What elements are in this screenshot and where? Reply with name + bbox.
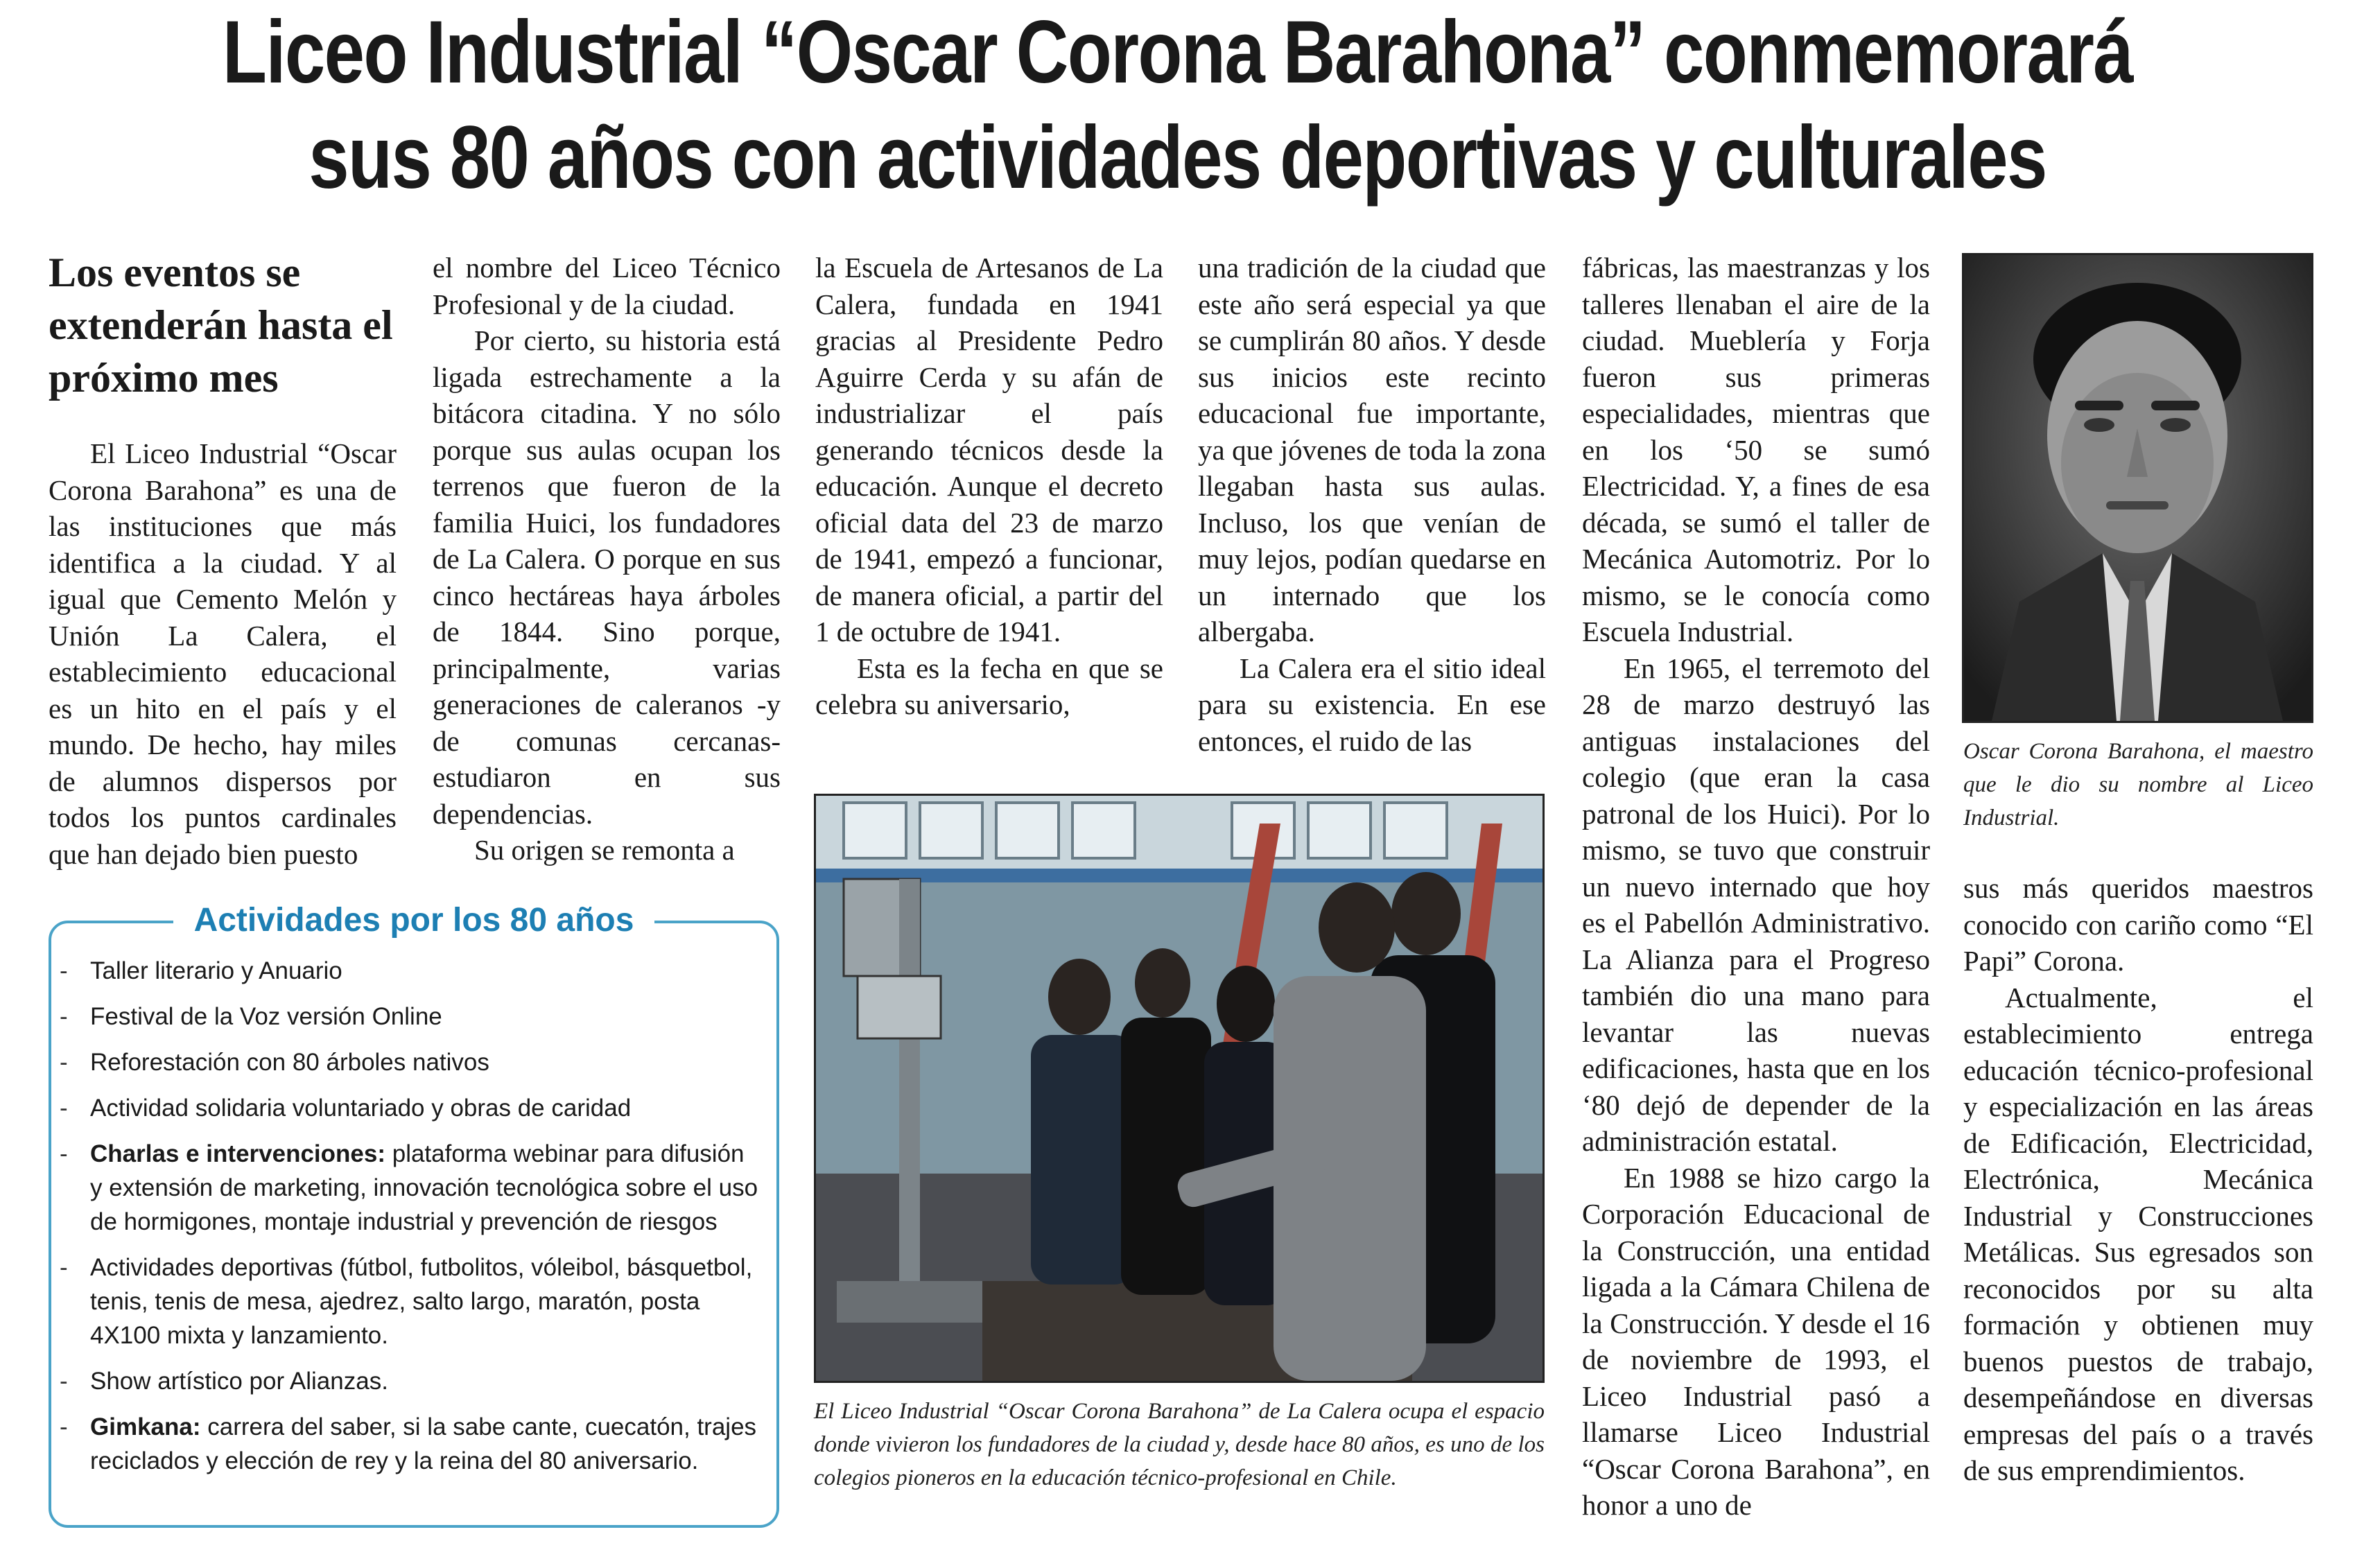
headline-line-1: Liceo Industrial “Oscar Corona Barahona” conmemorará <box>222 3 2133 102</box>
portrait-illustration <box>1964 255 2311 721</box>
article-column-6 <box>1963 870 2313 1489</box>
paragraph: fábricas, las maestranzas y los talleres llenaban el aire de la ciudad. Mueblería y Forja fueron sus primeras especialidades, mientras que en los ‘50 se sumó Electricidad. Y, a fines de esa década, se sumó el taller de Mecánica Automotriz. Por lo mismo, se le conocía como Escuela Industrial. <box>1582 252 1930 647</box>
paragraph: Su origen se remonta a <box>474 834 735 866</box>
paragraph: El Liceo Industrial “Oscar Corona Barahona” es una de las instituciones que más identifica a la ciudad. Y al igual que Cemento Melón y Unión La Calera, el establecimiento educacional es un hito en el país y el mundo. De hecho, hay miles de alumnos dispersos por todos los puntos cardinales que han dejado bien puesto <box>49 437 397 870</box>
activities-box <box>49 902 779 1528</box>
paragraph: Esta es la fecha en que se celebra su aniversario, <box>815 652 1163 720</box>
activity-item <box>90 1137 760 1239</box>
activity-item <box>90 1000 760 1034</box>
portrait-caption: Oscar Corona Barahona, el maestro que le dio su nombre al Liceo Industrial. <box>1963 739 2313 830</box>
article-column-3 <box>815 250 1163 723</box>
activity-item-text: carrera del saber, si la sabe cante, cuecatón, trajes reciclados y elección de rey y la reina del 80 aniversario. <box>90 1413 757 1474</box>
paragraph: En 1988 se hizo cargo la Corporación Educacional de la Construcción, una entidad ligada a la Cámara Chilena de la Construcción. Y desde el 16 de noviembre de 1993, el Liceo Industrial pasó a llamarse Liceo Industrial “Oscar Corona Barahona”, en honor a uno de <box>1582 1161 1930 1521</box>
activity-item <box>90 1045 760 1079</box>
paragraph: una tradición de la ciudad que este año será especial ya que se cumplirán 80 años. Y desde sus inicios este recinto educacional fue importante, ya que jóvenes de toda la zona llegaban hasta sus aulas. Incluso, los que venían de muy lejos, podían quedarse en un internado que los albergaba. <box>1198 252 1546 647</box>
subhead: Los eventos se extenderán hasta el próximo mes <box>49 250 393 401</box>
activity-item-text: Actividad solidaria voluntariado y obras de caridad <box>90 1095 632 1122</box>
headline-line-2: sus 80 años con actividades deportivas y culturales <box>309 108 2046 207</box>
activity-item <box>90 1091 760 1125</box>
activity-item <box>90 1251 760 1352</box>
activity-item-text: plataforma webinar para difusión y extensión de marketing, innovación tecnológica sobre el uso de hormigones, montaje industrial y prevención de riesgos <box>90 1140 758 1235</box>
activity-item-text: Festival de la Voz versión Online <box>90 1003 442 1030</box>
paragraph: Actualmente, el establecimiento entrega educación técnico-profesional y especialización en las áreas de Edificación, Electricidad, Electrónica, Mecánica Industrial y Construcciones Metálicas. Sus egresados son reconocidos por su alta formación y obtienen muy buenos puestos de trabajo, desempeñándose en diversas empresas del país o a través de sus emprendimientos. <box>1963 981 2313 1486</box>
article-column-5 <box>1582 250 1930 1524</box>
activity-item <box>90 954 760 988</box>
article-column-4 <box>1198 250 1546 759</box>
activity-item <box>90 1410 760 1478</box>
activities-title <box>51 900 776 941</box>
activity-item-bold: Charlas e intervenciones: <box>90 1140 385 1167</box>
portrait-photo <box>1962 253 2313 723</box>
paragraph: Por cierto, su historia está ligada estrechamente a la bitácora citadina. Y no sólo porque sus aulas ocupan los terrenos que fueron de la familia Huici, los fundadores de La Calera. O porque en sus cinco hectáreas haya árboles de 1844. Sino porque, principalmente, varias generaciones de caleranos -y de comunas cercanas- estudiaron en sus dependencias. <box>433 324 781 830</box>
activity-item-text: Show artístico por Alianzas. <box>90 1368 388 1395</box>
activity-item <box>90 1364 760 1398</box>
paragraph: la Escuela de Artesanos de La Calera, fundada en 1941 gracias al Presidente Pedro Aguirre Cerda y su afán de industrializar el país generando técnicos desde la educación. Aunque el decreto oficial data del 23 de marzo de 1941, empezó a funcionar, de manera oficial, a partir del 1 de octubre de 1941. <box>815 252 1163 647</box>
activity-item-text: Taller literario y Anuario <box>90 957 342 984</box>
activity-item-bold: Gimkana: <box>90 1413 201 1440</box>
activity-item-text: Actividades deportivas (fútbol, futbolitos, vóleibol, básquetbol, tenis, tenis de mesa, ajedrez, salto largo, maratón, posta 4X100 mixta y lanzamiento. <box>90 1254 753 1349</box>
activity-item-text: Reforestación con 80 árboles nativos <box>90 1049 489 1076</box>
paragraph: En 1965, el terremoto del 28 de marzo destruyó las antiguas instalaciones del colegio (que eran la casa patronal de los Huici). Por lo mismo, se tuvo que construir un nuevo internado que hoy es el Pabellón Administrativo. La Alianza para el Progreso también dio una mano para levantar las nuevas edificaciones, hasta que en los ‘80 dejó de depender de la administración estatal. <box>1582 652 1930 1157</box>
article-column-2 <box>433 250 781 869</box>
workshop-photo-illustration <box>816 796 1543 1381</box>
paragraph: sus más queridos maestros conocido con cariño como “El Papi” Corona. <box>1963 872 2313 977</box>
activities-list <box>51 923 776 1478</box>
main-photo-caption: El Liceo Industrial “Oscar Corona Barahona” de La Calera ocupa el espacio donde vivieron los fundadores de la ciudad y, desde hace 80 años, es uno de los colegios pioneros en la educación técnico-profesional en Chile. <box>814 1399 1545 1490</box>
paragraph: La Calera era el sitio ideal para su existencia. En ese entonces, el ruido de las <box>1198 652 1546 757</box>
paragraph: el nombre del Liceo Técnico Profesional y de la ciudad. <box>433 252 781 320</box>
headline <box>212 0 2144 211</box>
article-column-1 <box>49 435 397 872</box>
workshop-photo <box>814 794 1545 1383</box>
activities-title-text: Actividades por los 80 años <box>173 902 655 939</box>
